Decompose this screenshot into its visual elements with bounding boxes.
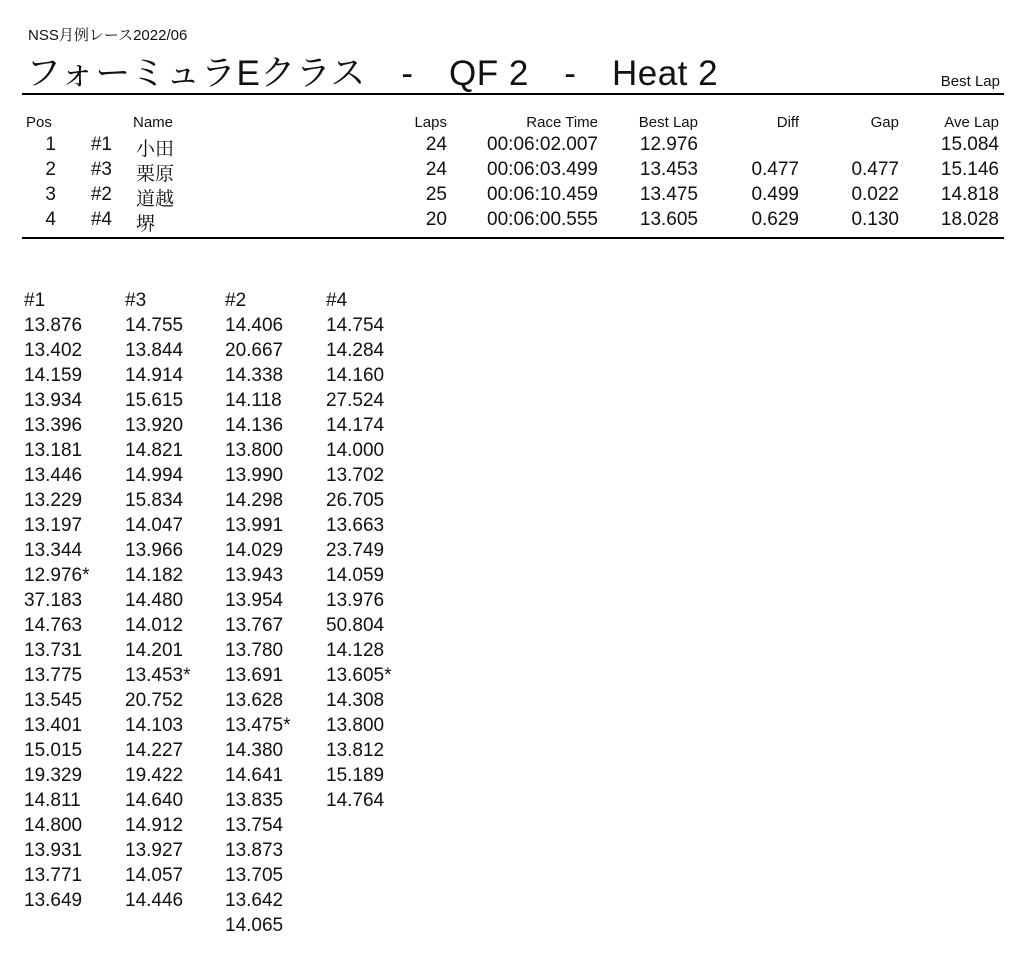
- lap-time: 13.835: [225, 790, 284, 811]
- cell-race-time: 00:06:02.007: [487, 134, 598, 155]
- bottom-divider: [22, 237, 1004, 239]
- lap-time: 23.749: [326, 540, 385, 561]
- lap-time: 14.000: [326, 440, 385, 461]
- col-header-pos: Pos: [26, 114, 52, 131]
- cell-gap: 0.477: [851, 159, 899, 180]
- lap-time: 14.380: [225, 740, 284, 761]
- cell-num: #3: [90, 159, 112, 180]
- lap-time: 13.642: [225, 890, 284, 911]
- lap-time: 14.640: [125, 790, 184, 811]
- corner-label: Best Lap: [940, 73, 1000, 90]
- lap-time: 13.990: [225, 465, 284, 486]
- col-header-ave-lap: Ave Lap: [944, 114, 999, 131]
- lap-time: 14.136: [225, 415, 284, 436]
- lap-time: 14.159: [24, 365, 83, 386]
- cell-ave-lap: 14.818: [940, 184, 999, 205]
- lap-column: [326, 288, 416, 813]
- lap-time: 12.976*: [24, 565, 90, 586]
- lap-time: 13.344: [24, 540, 83, 561]
- lap-time: 14.298: [225, 490, 284, 511]
- event-subtitle: NSS月例レース2022/06: [28, 27, 188, 44]
- lap-time: 13.927: [125, 840, 184, 861]
- lap-time: 13.705: [225, 865, 284, 886]
- lap-time: 14.338: [225, 365, 284, 386]
- lap-time: 14.065: [225, 915, 284, 936]
- lap-time: 13.931: [24, 840, 83, 861]
- lap-time: 13.771: [24, 865, 83, 886]
- cell-name: 堺: [136, 214, 156, 235]
- cell-best-lap: 13.453: [639, 159, 698, 180]
- col-header-laps: Laps: [414, 114, 447, 131]
- lap-time: 50.804: [326, 615, 385, 636]
- lap-time: 19.422: [125, 765, 184, 786]
- top-divider: [22, 93, 1004, 95]
- lap-time: 14.406: [225, 315, 284, 336]
- lap-time: 14.284: [326, 340, 385, 361]
- lap-time: 13.181: [24, 440, 83, 461]
- lap-time: 13.702: [326, 465, 385, 486]
- lap-time: 13.628: [225, 690, 284, 711]
- lap-time: 13.800: [326, 715, 385, 736]
- lap-time: 13.780: [225, 640, 284, 661]
- lap-time: 13.731: [24, 640, 83, 661]
- cell-diff: 0.629: [751, 209, 799, 230]
- lap-time: 13.754: [225, 815, 284, 836]
- lap-time: 14.308: [326, 690, 385, 711]
- lap-time: 26.705: [326, 490, 385, 511]
- cell-race-time: 00:06:10.459: [487, 184, 598, 205]
- lap-time: 14.480: [125, 590, 184, 611]
- cell-pos: 2: [45, 159, 56, 180]
- cell-race-time: 00:06:00.555: [487, 209, 598, 230]
- lap-time: 14.446: [125, 890, 184, 911]
- lap-time: 13.197: [24, 515, 83, 536]
- cell-pos: 4: [45, 209, 56, 230]
- lap-time: 13.873: [225, 840, 284, 861]
- lap-time: 13.934: [24, 390, 83, 411]
- cell-laps: 25: [425, 184, 447, 205]
- lap-time: 13.229: [24, 490, 83, 511]
- lap-time: 14.914: [125, 365, 184, 386]
- cell-race-time: 00:06:03.499: [487, 159, 598, 180]
- lap-time: 14.764: [326, 790, 385, 811]
- lap-time: 13.943: [225, 565, 284, 586]
- cell-name: 道越: [136, 189, 175, 210]
- lap-time: 19.329: [24, 765, 83, 786]
- lap-column: [24, 288, 114, 913]
- lap-time: 13.991: [225, 515, 284, 536]
- page-title: フォーミュラEクラス - QF 2 - Heat 2: [26, 54, 719, 93]
- cell-name: 栗原: [136, 164, 175, 185]
- lap-column-header: #3: [125, 290, 147, 311]
- cell-best-lap: 13.605: [639, 209, 698, 230]
- cell-best-lap: 13.475: [639, 184, 698, 205]
- lap-time: 14.059: [326, 565, 385, 586]
- lap-time: 14.012: [125, 615, 184, 636]
- cell-best-lap: 12.976: [639, 134, 698, 155]
- lap-time: 13.396: [24, 415, 83, 436]
- lap-time: 15.615: [125, 390, 184, 411]
- lap-time: 14.641: [225, 765, 284, 786]
- lap-column: [225, 288, 315, 938]
- lap-time: 14.160: [326, 365, 385, 386]
- lap-column-header: #4: [326, 290, 348, 311]
- cell-gap: 0.022: [851, 184, 899, 205]
- lap-time: 15.189: [326, 765, 385, 786]
- lap-time: 14.182: [125, 565, 184, 586]
- lap-time: 15.834: [125, 490, 184, 511]
- lap-time: 13.663: [326, 515, 385, 536]
- col-header-gap: Gap: [870, 114, 899, 131]
- lap-time: 13.954: [225, 590, 284, 611]
- lap-time: 14.755: [125, 315, 184, 336]
- lap-time: 13.401: [24, 715, 83, 736]
- lap-time: 13.475*: [225, 715, 291, 736]
- cell-num: #1: [90, 134, 112, 155]
- cell-ave-lap: 15.146: [940, 159, 999, 180]
- lap-time: 14.994: [125, 465, 184, 486]
- lap-time: 13.453*: [125, 665, 191, 686]
- cell-laps: 24: [425, 134, 447, 155]
- cell-name: 小田: [136, 139, 175, 160]
- lap-time: 14.103: [125, 715, 184, 736]
- lap-time: 13.767: [225, 615, 284, 636]
- lap-time: 14.227: [125, 740, 184, 761]
- lap-time: 13.446: [24, 465, 83, 486]
- lap-column-header: #1: [24, 290, 46, 311]
- col-header-race-time: Race Time: [526, 114, 598, 131]
- lap-time: 13.976: [326, 590, 385, 611]
- lap-time: 15.015: [24, 740, 83, 761]
- cell-ave-lap: 18.028: [940, 209, 999, 230]
- lap-time: 13.545: [24, 690, 83, 711]
- lap-time: 14.821: [125, 440, 184, 461]
- lap-time: 14.201: [125, 640, 184, 661]
- lap-time: 13.691: [225, 665, 284, 686]
- lap-time: 13.605*: [326, 665, 392, 686]
- lap-time: 14.811: [24, 790, 81, 811]
- cell-pos: 3: [45, 184, 56, 205]
- cell-laps: 20: [425, 209, 447, 230]
- lap-time: 14.912: [125, 815, 184, 836]
- cell-num: #2: [90, 184, 112, 205]
- col-header-best-lap: Best Lap: [638, 114, 698, 131]
- lap-time: 14.047: [125, 515, 184, 536]
- lap-time: 14.800: [24, 815, 83, 836]
- lap-time: 13.812: [326, 740, 385, 761]
- lap-time: 13.800: [225, 440, 284, 461]
- cell-ave-lap: 15.084: [940, 134, 999, 155]
- lap-time: 13.844: [125, 340, 184, 361]
- lap-time: 13.920: [125, 415, 184, 436]
- cell-num: #4: [90, 209, 112, 230]
- lap-time: 20.752: [125, 690, 184, 711]
- lap-time: 14.754: [326, 315, 385, 336]
- lap-time: 13.876: [24, 315, 83, 336]
- col-header-diff: Diff: [776, 114, 799, 131]
- lap-column: [125, 288, 215, 913]
- lap-time: 37.183: [24, 590, 83, 611]
- lap-column-header: #2: [225, 290, 247, 311]
- lap-time: 14.029: [225, 540, 284, 561]
- col-header-name: Name: [133, 114, 174, 131]
- lap-time: 14.174: [326, 415, 385, 436]
- lap-time: 13.775: [24, 665, 83, 686]
- cell-gap: 0.130: [851, 209, 899, 230]
- lap-time: 13.402: [24, 340, 83, 361]
- cell-laps: 24: [425, 159, 447, 180]
- lap-time: 14.763: [24, 615, 83, 636]
- lap-time: 27.524: [326, 390, 385, 411]
- cell-diff: 0.499: [751, 184, 799, 205]
- lap-time: 14.118: [225, 390, 282, 411]
- lap-time: 14.057: [125, 865, 184, 886]
- cell-diff: 0.477: [751, 159, 799, 180]
- lap-time: 14.128: [326, 640, 385, 661]
- lap-time: 13.966: [125, 540, 184, 561]
- lap-time: 13.649: [24, 890, 83, 911]
- lap-time: 20.667: [225, 340, 284, 361]
- cell-pos: 1: [45, 134, 56, 155]
